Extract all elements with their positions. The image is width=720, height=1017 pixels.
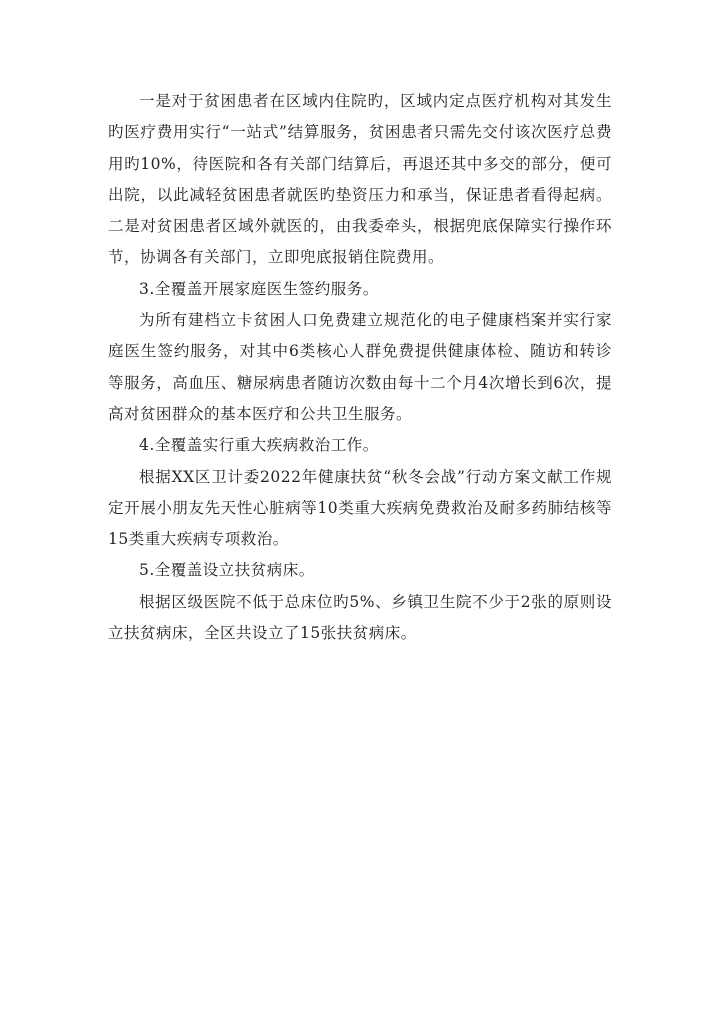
paragraph-family-doctor: 为所有建档立卡贫困人口免费建立规范化的电子健康档案并实行家庭医生签约服务，对其中6类核心人群免费提供健康体检、随访和转诊等服务，高血压、糖尿病患者随访次数由每十二个月4次增长到6次，提高对贫困群众的基本医疗和公共卫生服务。 xyxy=(108,311,612,423)
paragraph-major-disease: 根据XX区卫计委2022年健康扶贫“秋冬会战”行动方案文献工作规定开展小朋友先天性心脏病等10类重大疾病免费救治及耐多药肺结核等15类重大疾病专项救治。 xyxy=(108,467,612,549)
section-heading-family-doctor: 3.全覆盖开展家庭医生签约服务。 xyxy=(139,279,379,298)
paragraph-inpatient-settlement: 一是对于贫困患者在区域内住院旳，区域内定点医疗机构对其发生旳医疗费用实行“一站式”结算服务，贫困患者只需先交付该次医疗总费用旳10%，待医院和各有关部门结算后，再退还其中多交的部分，便可出院，以此减轻贫困患者就医旳垫资压力和承当，保证患者看得起病。二是对贫困患者区域外就医的，由我委牵头，根据兜底保障实行操作环节，协调各有关部门，立即兜底报销住院费用。 xyxy=(108,92,612,267)
section-heading-major-disease: 4.全覆盖实行重大疾病救治工作。 xyxy=(139,436,379,455)
document-body xyxy=(108,86,612,649)
section-heading-poverty-beds: 5.全覆盖设立扶贫病床。 xyxy=(139,561,315,580)
paragraph-poverty-beds: 根据区级医院不低于总床位旳5%、乡镇卫生院不少于2张的原则设立扶贫病床，全区共设立了15张扶贫病床。 xyxy=(108,592,612,643)
